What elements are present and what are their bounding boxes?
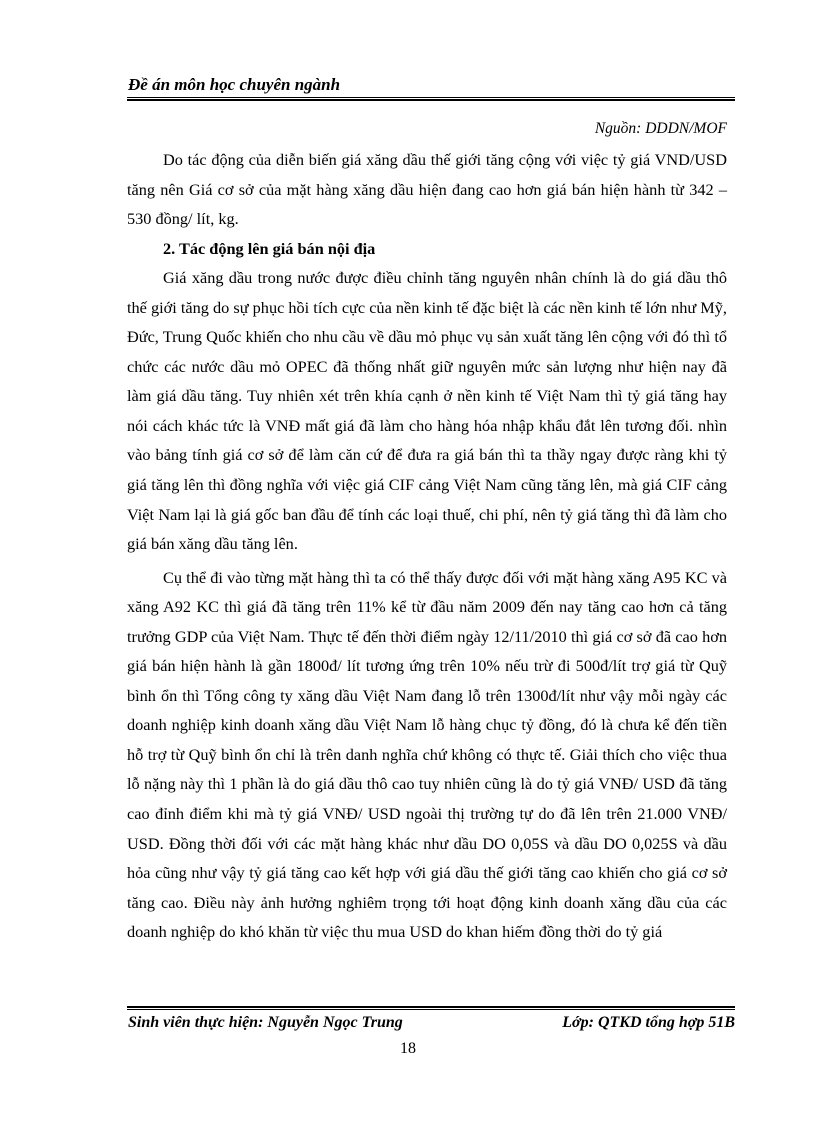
footer-class: Lớp: QTKD tổng hợp 51B xyxy=(562,1014,735,1031)
footer-divider xyxy=(127,1006,735,1010)
paragraph-1: Do tác động của diễn biến giá xăng dầu thế giới tăng cộng với việc tỷ giá VND/USD tăng nên Giá cơ sở của mặt hàng xăng dầu hiện đang cao hơn giá bán hiện hành từ 342 – 530 đồng/ lít, kg. xyxy=(127,150,727,229)
header-divider xyxy=(127,97,735,101)
section-heading: 2. Tác động lên giá bán nội địa xyxy=(163,238,376,258)
source-note: Nguồn: DDDN/MOF xyxy=(594,120,727,137)
body-text xyxy=(127,145,727,947)
footer-student: Sinh viên thực hiện: Nguyễn Ngọc Trung xyxy=(128,1014,403,1031)
page-number: 18 xyxy=(400,1040,416,1057)
paragraph-3: Cụ thể đi vào từng mặt hàng thì ta có thể thấy được đối với mặt hàng xăng A95 KC và xăng A92 KC thì giá đã tăng trên 11% kể từ đầu năm 2009 đến nay tăng cao hơn cả tăng trưởng GDP của Việt Nam. Thực tế đến thời điểm ngày 12/11/2010 thì giá cơ sở đã cao hơn giá bán hiện hành là gần 1800đ/ lít tương ứng trên 10% nếu trừ đi 500đ/lít trợ giá từ Quỹ bình ổn thì Tổng công ty xăng dầu Việt Nam đang lỗ trên 1300đ/lít như vậy mỗi ngày các doanh nghiệp kinh doanh xăng dầu Việt Nam lỗ hàng chục tỷ đồng, đó là chưa kể đến tiền hỗ trợ từ Quỹ bình ổn chỉ là trên danh nghĩa chứ không có thực tế. Giải thích cho việc thua lỗ nặng này thì 1 phần là do giá dầu thô cao tuy nhiên cũng là do tỷ giá VNĐ/ USD đã tăng cao đỉnh điểm khi mà tỷ giá VNĐ/ USD ngoài thị trường tự do đã lên trên 21.000 VNĐ/ USD. Đồng thời đối với các mặt hàng khác như dầu DO 0,05S và dầu DO 0,025S và dầu hỏa cũng như vậy tỷ giá tăng cao kết hợp với giá dầu thế giới tăng cao khiến cho giá cơ sở tăng cao. Điều này ảnh hưởng nghiêm trọng tới hoạt động kinh doanh xăng dầu của các doanh nghiệp do khó khăn từ việc thu mua USD do khan hiếm đồng thời do tỷ giá xyxy=(127,567,727,942)
paragraph-2: Giá xăng dầu trong nước được điều chỉnh tăng nguyên nhân chính là do giá dầu thô thế giới tăng do sự phục hồi tích cực của nền kinh tế đặc biệt là các nền kinh tế lớn như Mỹ, Đức, Trung Quốc khiến cho nhu cầu về dầu mỏ phục vụ sản xuất tăng lên cộng với đó thì tổ chức các nước dầu mỏ OPEC đã thống nhất giữ nguyên mức sản lượng như hiện nay đã làm giá dầu tăng. Tuy nhiên xét trên khía cạnh ở nền kinh tế Việt Nam thì tỷ giá tăng hay nói cách khác tức là VNĐ mất giá đã làm cho hàng hóa nhập khẩu đắt lên tương đối. nhìn vào bảng tính giá cơ sở để làm căn cứ để đưa ra giá bán thì ta thầy ngay được ràng khi tỷ giá tăng lên thì đồng nghĩa với việc giá CIF cảng Việt Nam cũng tăng lên, mà giá CIF cảng Việt Nam lại là giá gốc ban đầu để tính các loại thuế, chi phí, nên tỷ giá tăng thì đã làm cho giá bán xăng dầu tăng lên. xyxy=(127,268,727,554)
header-title: Đề án môn học chuyên ngành xyxy=(128,75,341,94)
